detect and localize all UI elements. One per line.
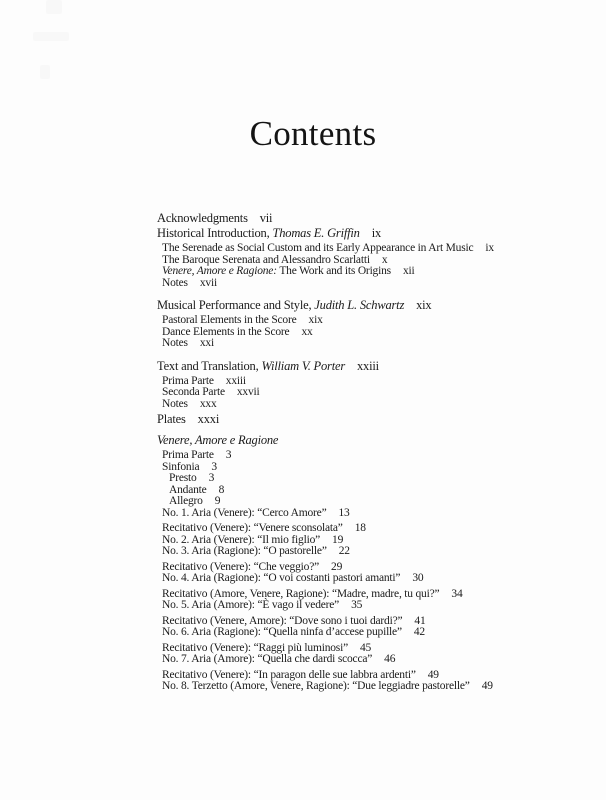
- toc-entry: [162, 600, 557, 612]
- toc-entry-page-number: xxx: [199, 397, 217, 410]
- toc-entry-page-number: 35: [351, 599, 363, 611]
- toc-entry-label: [157, 211, 248, 225]
- toc-entry-label: [157, 412, 186, 426]
- toc-entry-label: [162, 314, 297, 326]
- toc-entry-label: [157, 433, 278, 447]
- toc-entry: [162, 681, 557, 693]
- toc-entry-page-number: 49: [481, 680, 493, 692]
- text-run: Allegro: [169, 495, 203, 507]
- toc-entry-label: [162, 449, 214, 461]
- toc-entry-label: [162, 588, 439, 600]
- text-run: Notes: [162, 276, 188, 289]
- text-run: Text and Translation,: [157, 358, 262, 373]
- toc-entry: [157, 298, 557, 313]
- toc-entry-label: [162, 669, 416, 681]
- toc-entry: [169, 485, 557, 497]
- toc-entry-label: [157, 298, 404, 312]
- text-run: Prima Parte: [162, 374, 214, 387]
- toc-entry: [162, 627, 557, 639]
- toc-entry-label: [162, 265, 391, 277]
- toc-entry-label: [162, 653, 372, 665]
- text-run: Notes: [162, 397, 188, 410]
- toc-entry-page-number: xxxi: [197, 412, 220, 426]
- toc-entry-label: [157, 359, 345, 373]
- text-run: Musical Performance and Style,: [157, 298, 315, 312]
- toc-entry-page-number: ix: [485, 242, 494, 254]
- toc-entry-page-number: 30: [412, 572, 424, 584]
- toc-entry-page-number: 41: [414, 614, 426, 627]
- text-run: Judith L. Schwartz: [314, 298, 405, 312]
- toc-entry-page-number: 3: [208, 472, 215, 484]
- toc-entry: [162, 573, 557, 585]
- toc-entry-label: [162, 561, 319, 573]
- toc-entry-page-number: xxiii: [225, 374, 246, 387]
- text-run: Venere, Amore e Ragione:: [162, 265, 277, 277]
- toc-entry: [169, 473, 557, 485]
- text-run: William V. Porter: [261, 358, 345, 373]
- toc-entry: [157, 211, 557, 226]
- toc-entry: [162, 450, 557, 462]
- toc-entry-label: [162, 626, 402, 638]
- toc-entry-page-number: xxvii: [236, 386, 260, 398]
- text-run: The Baroque Serenata and Alessandro Scarlatti: [162, 253, 370, 266]
- toc-entry-page-number: 34: [451, 587, 463, 600]
- text-run: The Serenade as Social Custom and its Early Appearance in Art Music: [162, 242, 474, 254]
- toc-entry-page-number: 13: [338, 506, 350, 519]
- toc-entry-label: [162, 534, 320, 546]
- toc-entry-label: [162, 545, 327, 557]
- text-run: No. 5. Aria (Amore): “È vago il vedere”: [162, 599, 340, 611]
- toc-entry: [157, 412, 557, 427]
- toc-entry-page-number: vii: [259, 211, 273, 225]
- scan-smudge: [40, 65, 50, 79]
- text-run: Presto: [169, 472, 197, 484]
- text-run: Recitativo (Venere): “Che veggio?”: [162, 560, 320, 573]
- scan-smudge: [46, 0, 62, 14]
- toc-entry-page-number: x: [381, 253, 388, 266]
- toc-entry-page-number: xii: [402, 265, 415, 277]
- toc-entry: [162, 508, 557, 520]
- toc-entry-page-number: xvii: [199, 276, 217, 289]
- text-run: No. 6. Aria (Ragione): “Quella ninfa d’accese pupille”: [162, 626, 402, 638]
- toc-entry-page-number: 18: [354, 522, 366, 534]
- toc-entry-page-number: 46: [384, 653, 396, 665]
- text-run: No. 4. Aria (Ragione): “O voi costanti pastori amanti”: [162, 572, 401, 584]
- toc-entry-label: [162, 572, 400, 584]
- toc-entry-label: [162, 242, 473, 254]
- toc-entry-page-number: 9: [214, 495, 221, 507]
- text-run: Thomas E. Griffin: [272, 226, 360, 240]
- text-run: Seconda Parte: [162, 386, 225, 398]
- text-run: Recitativo (Venere): “Venere sconsolata”: [162, 522, 343, 534]
- text-run: Dance Elements in the Score: [162, 325, 290, 338]
- text-run: Andante: [169, 483, 207, 496]
- text-run: No. 2. Aria (Venere): “Il mio figlio”: [162, 533, 321, 546]
- toc-entry-label: [162, 277, 188, 289]
- toc-entry: [162, 338, 557, 350]
- toc-entry-label: [162, 398, 188, 410]
- toc-entry: [157, 226, 557, 241]
- toc-entry: [157, 359, 557, 374]
- toc-entry-label: [162, 615, 402, 627]
- toc-entry-label: [162, 522, 343, 534]
- toc-entry-page-number: 19: [332, 533, 344, 546]
- text-run: Recitativo (Venere, Amore): “Dove sono i tuoi dardi?”: [162, 614, 403, 627]
- toc-entry-label: [162, 386, 225, 398]
- toc-entry-page-number: xxiii: [356, 358, 379, 373]
- toc-entry: [157, 433, 557, 448]
- toc-entry: [162, 327, 557, 339]
- toc-entry: [162, 399, 557, 411]
- text-run: Recitativo (Amore, Venere, Ragione): “Madre, madre, tu qui?”: [162, 587, 440, 600]
- text-run: Venere, Amore e Ragione: [157, 433, 279, 447]
- toc-entry-page-number: xix: [308, 314, 323, 326]
- toc-entry-page-number: 3: [211, 460, 217, 473]
- toc-entry-label: [162, 326, 289, 338]
- toc-entry-label: [169, 472, 197, 484]
- toc-entry-page-number: ix: [371, 226, 382, 240]
- toc-entry-label: [162, 375, 214, 387]
- toc-entry-label: [162, 254, 370, 266]
- text-run: No. 3. Aria (Ragione): “O pastorelle”: [162, 545, 327, 557]
- toc-entry: [162, 546, 557, 558]
- text-run: No. 1. Aria (Venere): “Cerco Amore”: [162, 506, 327, 519]
- toc-entry-label: [162, 337, 188, 349]
- toc-entry-label: [162, 461, 199, 473]
- toc-entry: [162, 462, 557, 474]
- toc-entry-label: [169, 495, 203, 507]
- toc-entry: [162, 654, 557, 666]
- toc-entry-page-number: 8: [218, 483, 225, 496]
- page-title: Contents: [249, 114, 377, 153]
- text-run: Recitativo (Venere): “Raggi più luminosi”: [162, 641, 348, 654]
- toc-entry-label: [169, 484, 207, 496]
- text-run: Prima Parte: [162, 449, 214, 461]
- text-run: Pastoral Elements in the Score: [162, 314, 297, 326]
- toc-entry-label: [162, 599, 339, 611]
- toc-entry-page-number: xxi: [199, 337, 214, 349]
- text-run: No. 8. Terzetto (Amore, Venere, Ragione): “Due leggiadre pastorelle”: [162, 680, 470, 692]
- toc-entry: [162, 266, 557, 278]
- toc-entry-page-number: 42: [413, 626, 425, 638]
- toc-entry-label: [162, 642, 348, 654]
- toc-entry-label: [162, 507, 326, 519]
- toc-entry-page-number: xix: [416, 298, 432, 312]
- toc-entry-label: [157, 226, 360, 240]
- toc-entry-page-number: xx: [301, 325, 313, 338]
- text-run: Sinfonia: [162, 460, 200, 473]
- toc-entry-page-number: 22: [338, 545, 350, 557]
- text-run: Plates: [157, 412, 186, 426]
- table-of-contents: [157, 211, 557, 693]
- toc-entry-label: [162, 680, 470, 692]
- text-run: No. 7. Aria (Amore): “Quella che dardi scocca”: [162, 653, 373, 665]
- toc-entry-page-number: 45: [359, 641, 372, 654]
- text-run: Recitativo (Venere): “In paragon delle sue labbra ardenti”: [162, 668, 416, 681]
- scan-smudge: [33, 32, 69, 41]
- text-run: Acknowledgments: [157, 211, 248, 225]
- toc-entry-page-number: 49: [427, 668, 439, 681]
- text-run: The Work and its Origins: [276, 265, 391, 277]
- text-run: Historical Introduction,: [157, 226, 273, 240]
- toc-entry-page-number: 29: [331, 560, 343, 573]
- toc-entry: [162, 278, 557, 290]
- text-run: Notes: [162, 337, 188, 349]
- toc-entry: [162, 387, 557, 399]
- toc-entry-page-number: 3: [225, 449, 232, 461]
